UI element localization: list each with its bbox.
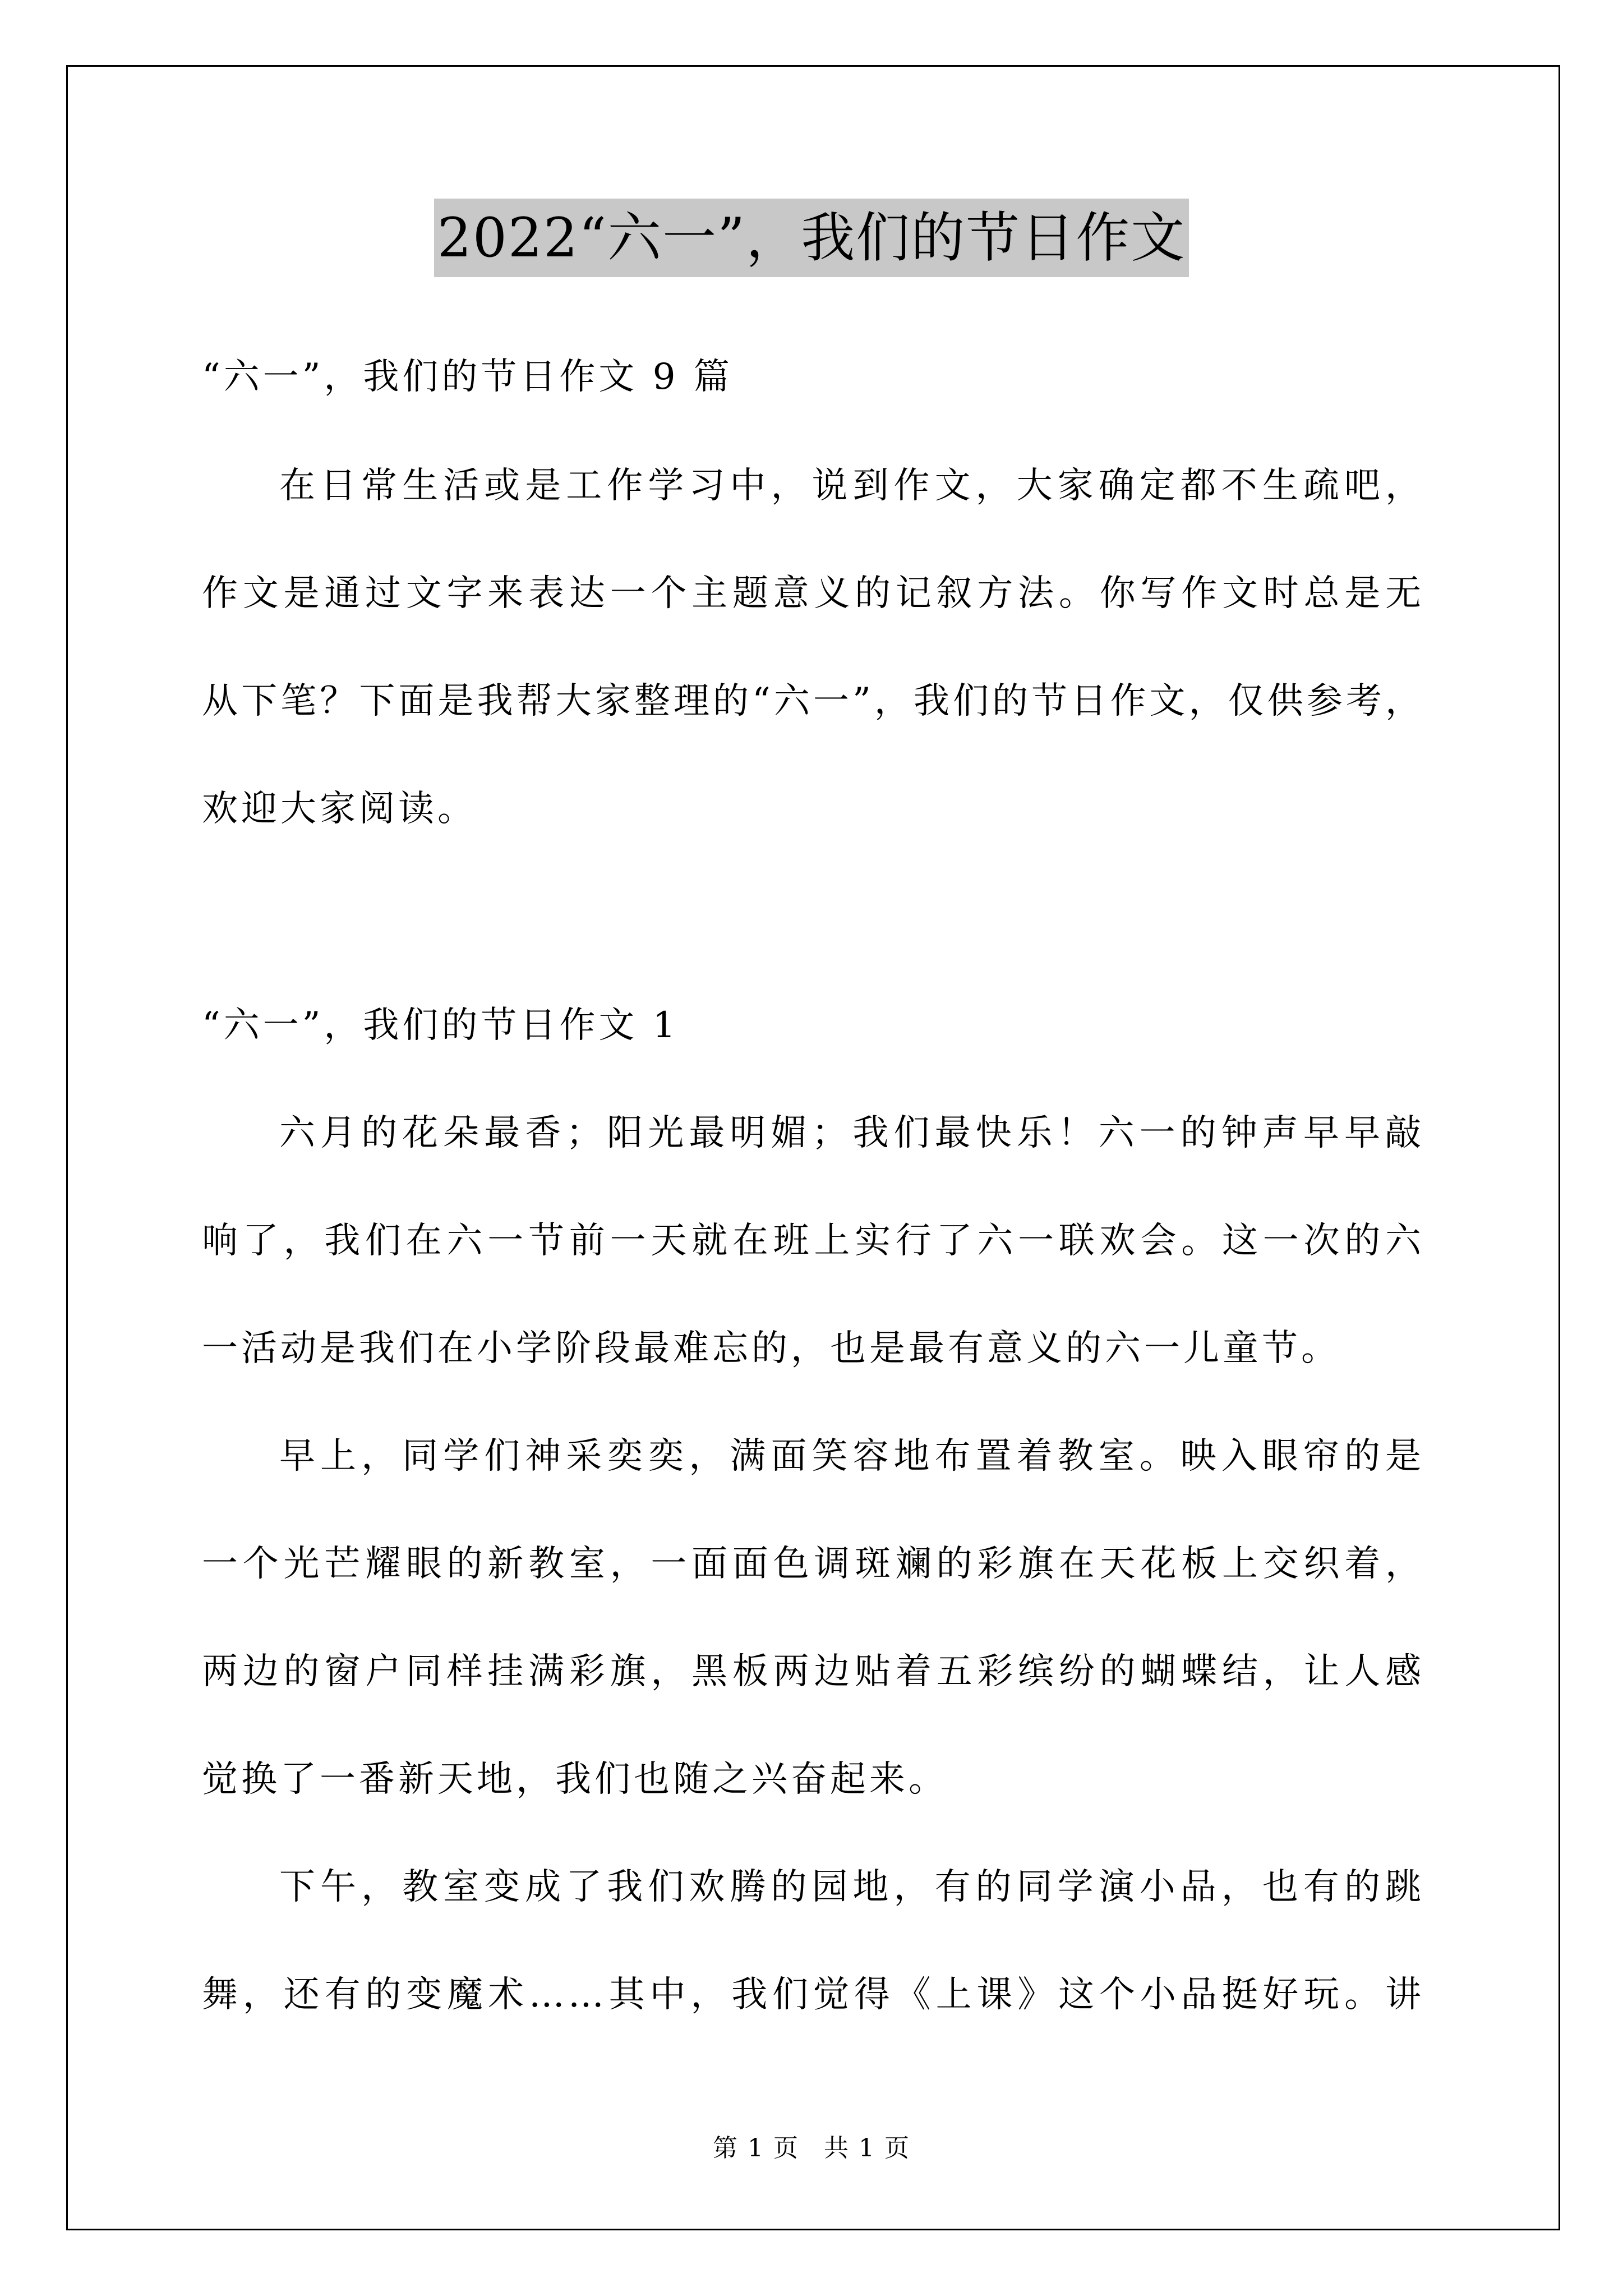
document-subtitle: “六一”，我们的节日作文 9 篇: [202, 356, 733, 398]
page-number: 第 1 页: [713, 2134, 799, 2162]
paragraph2-line-1: 早上，同学们神采奕奕，满面笑容地布置着教室。映入眼帘的是: [279, 1435, 1424, 1477]
page-footer: [0, 2132, 1623, 2165]
intro-line-1: 在日常生活或是工作学习中，说到作文，大家确定都不生疏吧，: [279, 465, 1424, 507]
paragraph3-line-1: 下午，教室变成了我们欢腾的园地，有的同学演小品，也有的跳: [279, 1866, 1424, 1908]
title-container: [0, 199, 1623, 277]
page-total: 共 1 页: [824, 2134, 910, 2162]
intro-line-4: 欢迎大家阅读。: [202, 788, 477, 830]
paragraph1-line-3: 一活动是我们在小学阶段最难忘的，也是最有意义的六一儿童节。: [202, 1328, 1340, 1369]
paragraph3-line-2: 舞，还有的变魔术……其中，我们觉得《上课》这个小品挺好玩。讲: [202, 1974, 1424, 2016]
section-heading: “六一”，我们的节日作文 1: [202, 1005, 679, 1046]
paragraph1-line-2: 响了，我们在六一节前一天就在班上实行了六一联欢会。这一次的六: [202, 1220, 1424, 1262]
intro-line-3: 从下笔？下面是我帮大家整理的“六一”，我们的节日作文，仅供参考，: [202, 680, 1424, 722]
paragraph1-line-1: 六月的花朵最香；阳光最明媚；我们最快乐！六一的钟声早早敲: [279, 1112, 1424, 1154]
paragraph2-line-4: 觉换了一番新天地，我们也随之兴奋起来。: [202, 1759, 948, 1800]
document-title: 2022“六一”，我们的节日作文: [434, 199, 1189, 277]
intro-line-2: 作文是通过文字来表达一个主题意义的记叙方法。你写作文时总是无: [202, 573, 1424, 614]
paragraph2-line-2: 一个光芒耀眼的新教室，一面面色调斑斓的彩旗在天花板上交织着，: [202, 1543, 1424, 1585]
paragraph2-line-3: 两边的窗户同样挂满彩旗，黑板两边贴着五彩缤纷的蝴蝶结，让人感: [202, 1651, 1424, 1692]
